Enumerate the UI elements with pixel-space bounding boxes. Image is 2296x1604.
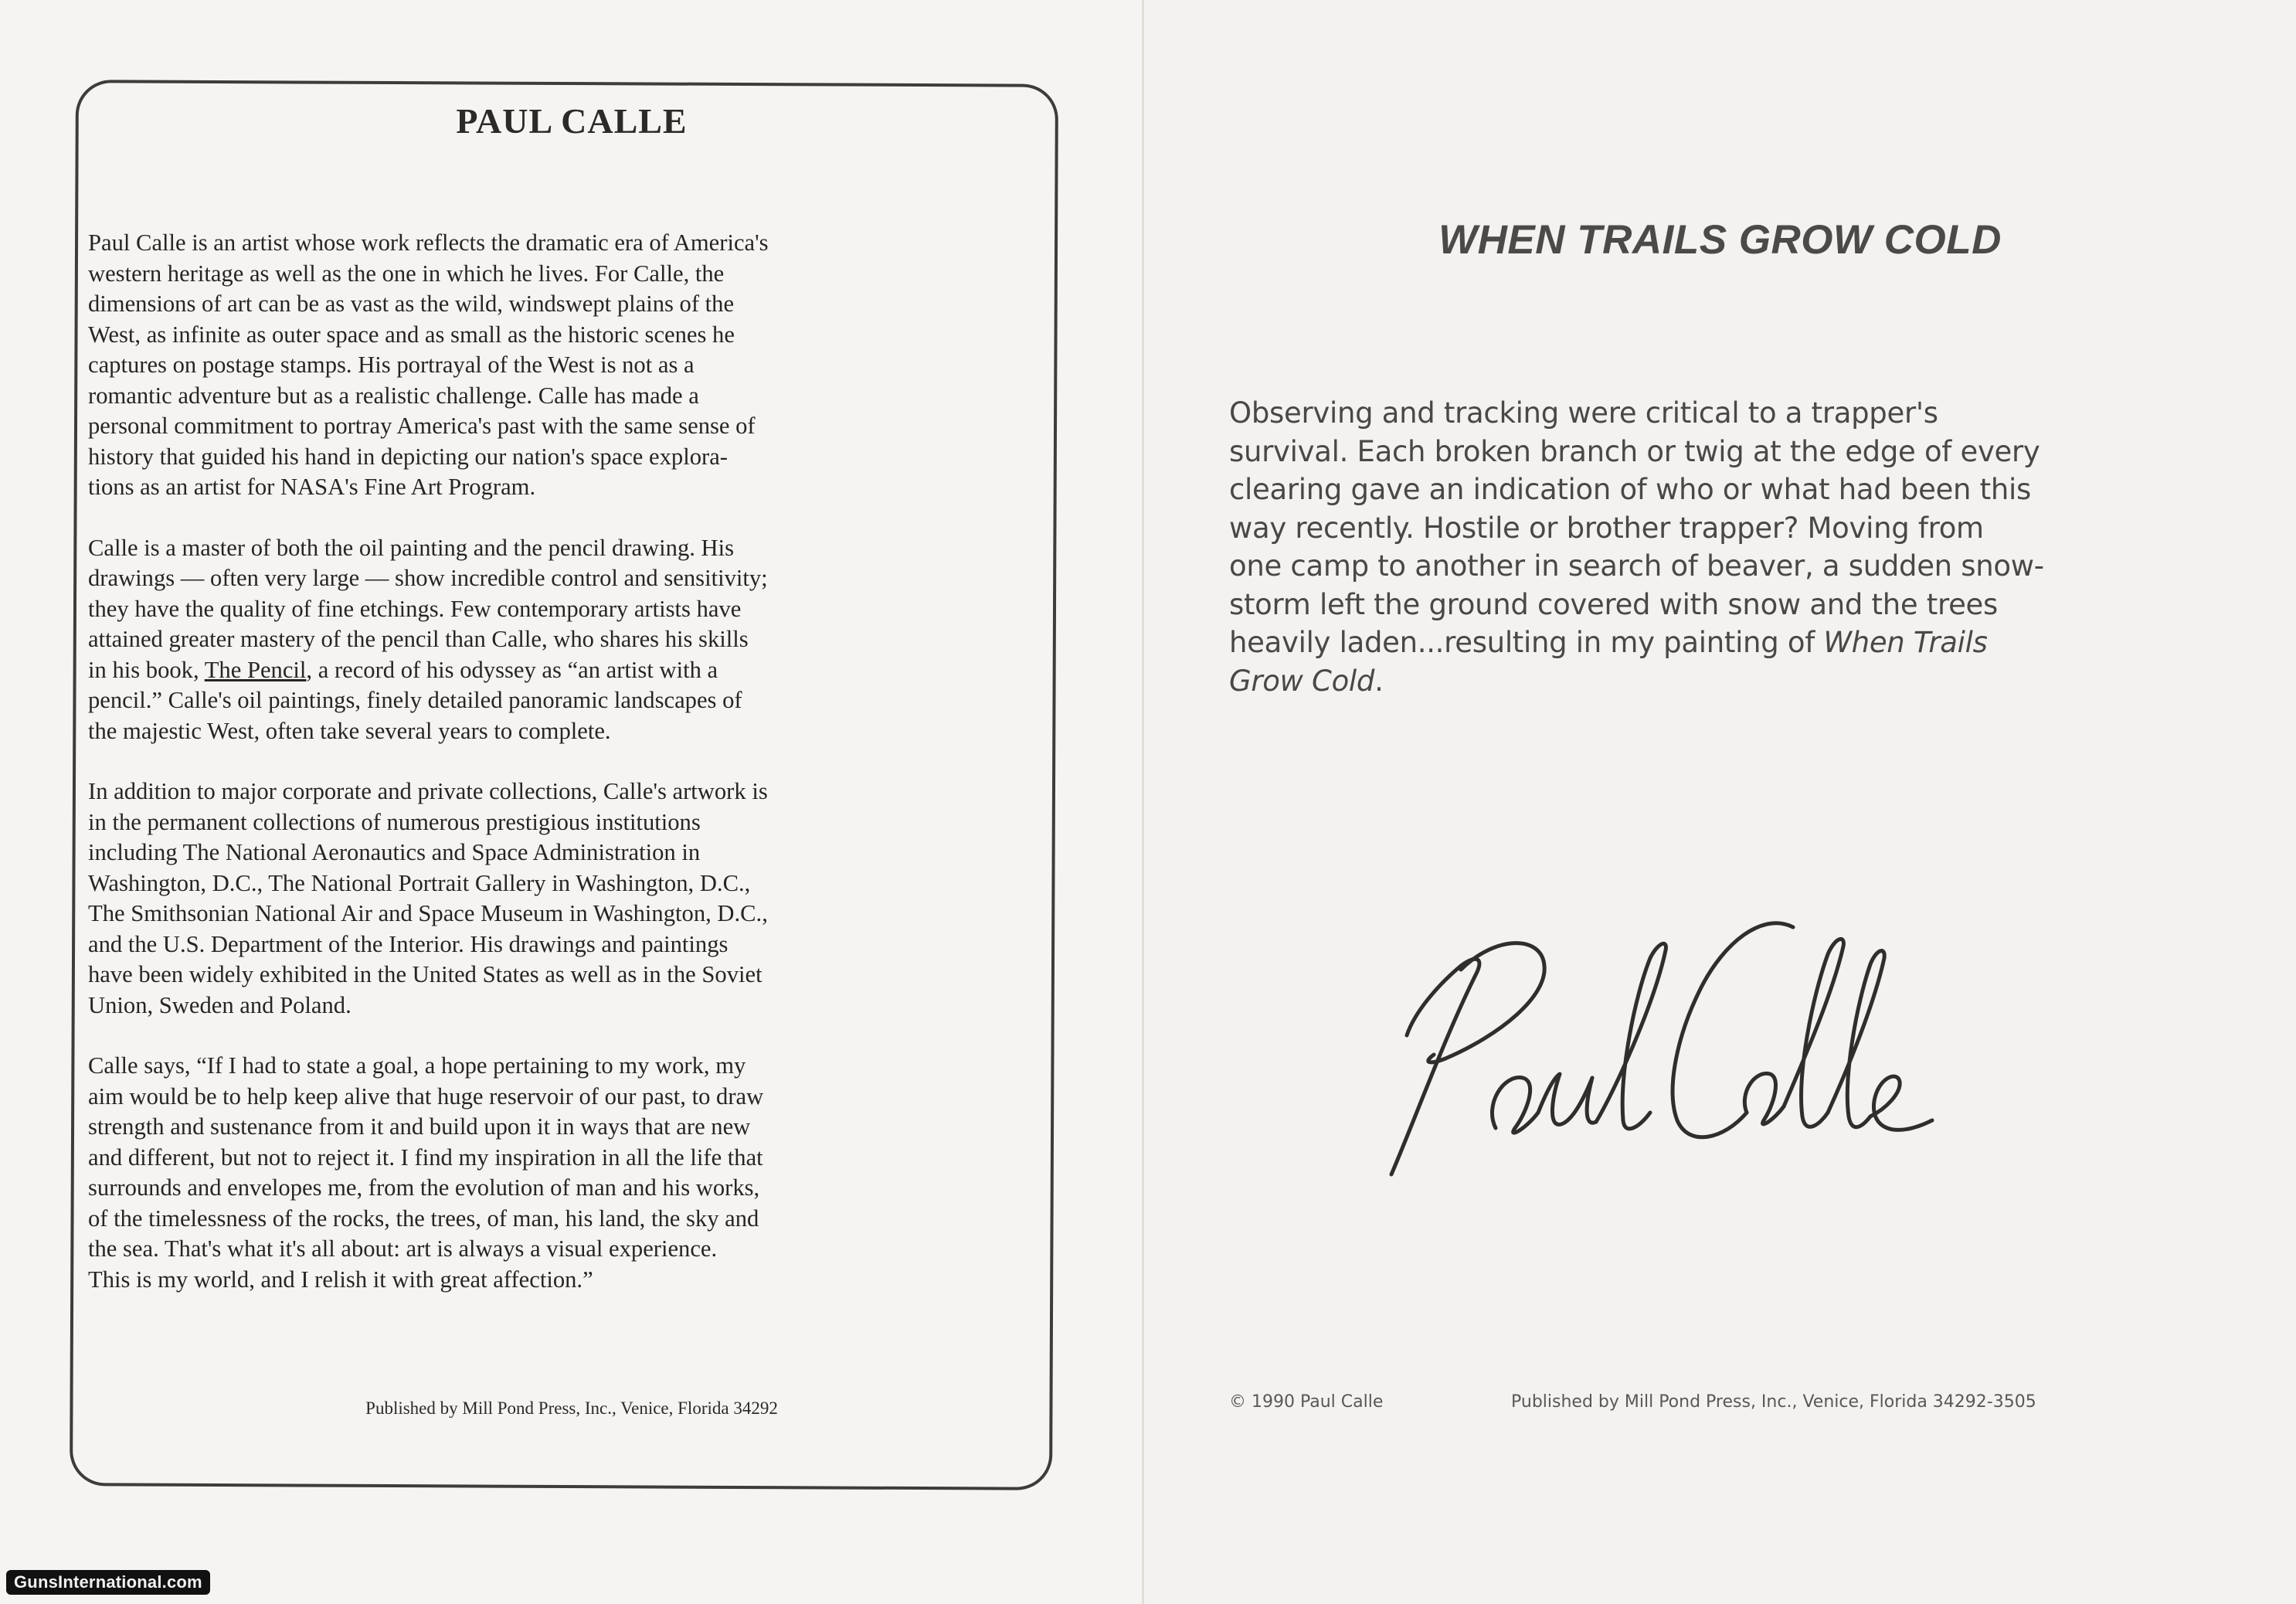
book-title: The Pencil: [204, 656, 307, 683]
left-page: [0, 0, 1143, 1604]
artwork-title: WHEN TRAILS GROW COLD: [1438, 217, 2002, 263]
watermark-logo: GunsInternational.com: [6, 1570, 210, 1595]
left-publisher-footer: Published by Mill Pond Press, Inc., Venice, Florida 34292: [365, 1398, 778, 1418]
artist-name-title: PAUL CALLE: [456, 101, 688, 141]
artist-signature: [1360, 881, 1948, 1190]
bio-paragraph-2: Calle is a master of both the oil painting and the pencil drawing. His drawings — often very large — show incredible control and sensitivity; they have the quality of fine etchings. Few contemporary artists have attained greater mastery of the pencil than Calle, who shares his skills in his book, The Pencil, a record of his odyssey as “an artist with a pencil.” Calle's oil paintings, finely detailed panoramic landscapes of the majestic West, often take several years to complete.: [88, 534, 768, 744]
bio-paragraph-1: Paul Calle is an artist whose work reflects the dramatic era of America's western heritage as well as the one in which he lives. For Calle, the dimensions of art can be as vast as the wild, windswept plains of the West, as infinite as outer space and as small as the historic scenes he captures on postage stamps. His portrayal of the West is not as a romantic adventure but as a realistic challenge. Calle has made a personal commitment to portray America's past with the same sense of history that guided his hand in depicting our nation's space explora- tions as an artist for NASA's Fine Art Program.: [88, 229, 769, 500]
right-publisher-footer: Published by Mill Pond Press, Inc., Venice, Florida 34292-3505: [1511, 1392, 2036, 1412]
bio-paragraph-3: In addition to major corporate and private collections, Calle's artwork is in the permanent collections of numerous prestigious institutions including The National Aeronautics and Space Administration in Washington, D.C., The National Portrait Gallery in Washington, D.C., The Smithsonian National Air and Space Museum in Washington, D.C., and the U.S. Department of the Interior. His drawings and paintings have been widely exhibited in the United States as well as in the Soviet Union, Sweden and Poland.: [88, 778, 768, 1018]
artwork-description: Observing and tracking were critical to a trapper's survival. Each broken branch or twig at the edge of every clearing gave an indication of who or what had been this way recently. Hostile or brother trapper? Moving from one camp to another in search of beaver, a sudden snow- storm left the ground covered with snow and the trees heavily laden...resulting in my painting of When Trails Grow Cold.: [1229, 396, 2044, 698]
artist-biography: [88, 228, 911, 1325]
copyright-notice: © 1990 Paul Calle: [1229, 1392, 1384, 1412]
bio-paragraph-4: Calle says, “If I had to state a goal, a hope pertaining to my work, my aim would be to help keep alive that huge reservoir of our past, to draw strength and sustenance from it and build upon it in ways that are new and different, but not to reject it. I find my inspiration in all the life that surrounds and envelopes me, from the evolution of man and his works, of the timelessness of the rocks, the trees, of man, his land, the sky and the sea. That's what it's all about: art is always a visual experience. This is my world, and I relish it with great affection.”: [88, 1052, 764, 1293]
right-page: [1144, 0, 2296, 1604]
